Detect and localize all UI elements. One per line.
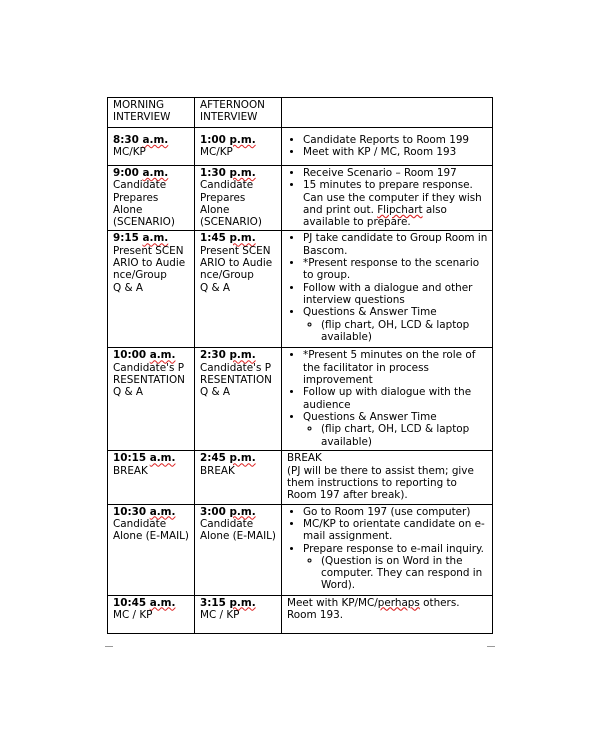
list-item: • PJ take candidate to Group Room in Bascom. [303,232,488,257]
afternoon-cell [195,348,282,451]
details-cell [282,231,493,348]
table-row [108,348,493,451]
afternoon-activity: MC / KP [200,608,240,621]
morning-time: 9:15 a.m. [113,232,169,245]
afternoon-activity: Candidate Alone (E-MAIL) [200,517,276,543]
morning-cell [108,231,195,348]
qa-label: Q & A [200,281,230,294]
morning-time: 10:30 a.m. [113,505,176,518]
interview-schedule-table [107,97,493,634]
morning-cell [108,504,195,595]
list-item: • Prepare response to e-mail inquiry. ◦ (Question is on Word in the computer. They can respond in Word). [303,543,488,592]
morning-activity: Present SCENARIO to Audience/Group [113,244,186,282]
list-item: • MC/KP to orientate candidate on e-mail assignment. [303,518,488,543]
details-cell [282,595,493,633]
table-row [108,595,493,633]
table-row [108,166,493,231]
list-item: • Follow with a dialogue and other interview questions [303,282,488,307]
list-item: • *Present response to the scenario to group. [303,257,488,282]
details-cell [282,451,493,504]
list-item: • 15 minutes to prepare response. Can use the computer if they wish and print out. Flipchart also available to prepare. [303,179,488,228]
morning-activity: Candidate Alone (E-MAIL) [113,517,189,543]
break-label: BREAK [287,452,322,465]
afternoon-cell [195,504,282,595]
morning-activity: MC / KP [113,608,153,621]
morning-cell [108,128,195,166]
morning-cell [108,166,195,231]
afternoon-time: 1:30 p.m. [200,167,256,179]
afternoon-time: 3:00 p.m. [200,505,256,518]
details-cell [282,348,493,451]
morning-header: MORNING INTERVIEW [108,98,195,128]
afternoon-cell [195,231,282,348]
break-note: (PJ will be there to assist them; give them instructions to reporting to Room 197 after break). [287,464,474,502]
table-row [108,504,493,595]
morning-time: 8:30 a.m. [113,134,169,146]
notes-header [282,98,493,128]
header-row [108,98,493,128]
table-row [108,128,493,166]
afternoon-time: 1:00 p.m. [200,134,256,146]
afternoon-cell [195,451,282,504]
afternoon-activity: BREAK [200,464,235,477]
list-item: • Questions & Answer Time ◦ (flip chart, OH, LCD & laptop available) [303,411,488,448]
details-cell [282,504,493,595]
list-item: • Questions & Answer Time ◦ (flip chart, OH, LCD & laptop available) [303,306,488,343]
page-corner-mark-right [487,646,495,647]
table-row [108,231,493,348]
afternoon-cell [195,595,282,633]
afternoon-activity: MC/KP [200,146,233,159]
afternoon-cell [195,166,282,231]
sub-list-item: ◦ (flip chart, OH, LCD & laptop available) [321,423,488,448]
afternoon-activity: Candidate's PRESENTATION [200,361,272,387]
list-item: • Receive Scenario – Room 197 [303,167,488,179]
morning-time: 9:00 a.m. [113,167,169,179]
afternoon-time: 3:15 p.m. [200,596,256,609]
morning-activity: BREAK [113,464,148,477]
details-cell [282,166,493,231]
morning-activity: Candidate's PRESENTATION [113,361,185,387]
table-row [108,451,493,504]
morning-cell [108,595,195,633]
page-corner-mark-left [105,646,113,647]
qa-label: Q & A [113,386,143,399]
meeting-note: Meet with KP/MC/perhaps others. Room 193. [287,596,460,621]
morning-cell [108,348,195,451]
afternoon-time: 2:45 p.m. [200,452,256,465]
list-item: • Follow up with dialogue with the audience [303,386,488,411]
sub-list-item: ◦ (Question is on Word in the computer. They can respond in Word). [321,555,488,592]
sub-list-item: ◦ (flip chart, OH, LCD & laptop available) [321,319,488,344]
morning-time: 10:15 a.m. [113,452,176,465]
afternoon-cell [195,128,282,166]
morning-time: 10:45 a.m. [113,596,176,609]
list-item: • Meet with KP / MC, Room 193 [303,146,488,158]
qa-label: Q & A [113,281,143,294]
afternoon-activity: Present SCENARIO to Audience/Group [200,244,273,282]
afternoon-time: 1:45 p.m. [200,232,256,245]
afternoon-activity: Candidate Prepares Alone (SCENARIO) [200,179,262,229]
list-item: • Candidate Reports to Room 199 [303,134,488,146]
morning-time: 10:00 a.m. [113,349,176,362]
morning-activity: Candidate Prepares Alone (SCENARIO) [113,179,175,229]
morning-activity: MC/KP [113,146,146,159]
afternoon-header: AFTERNOON INTERVIEW [195,98,282,128]
list-item: • *Present 5 minutes on the role of the facilitator in process improvement [303,349,488,386]
list-item: • Go to Room 197 (use computer) [303,506,488,518]
afternoon-time: 2:30 p.m. [200,349,256,362]
details-cell [282,128,493,166]
qa-label: Q & A [200,386,230,399]
morning-cell [108,451,195,504]
